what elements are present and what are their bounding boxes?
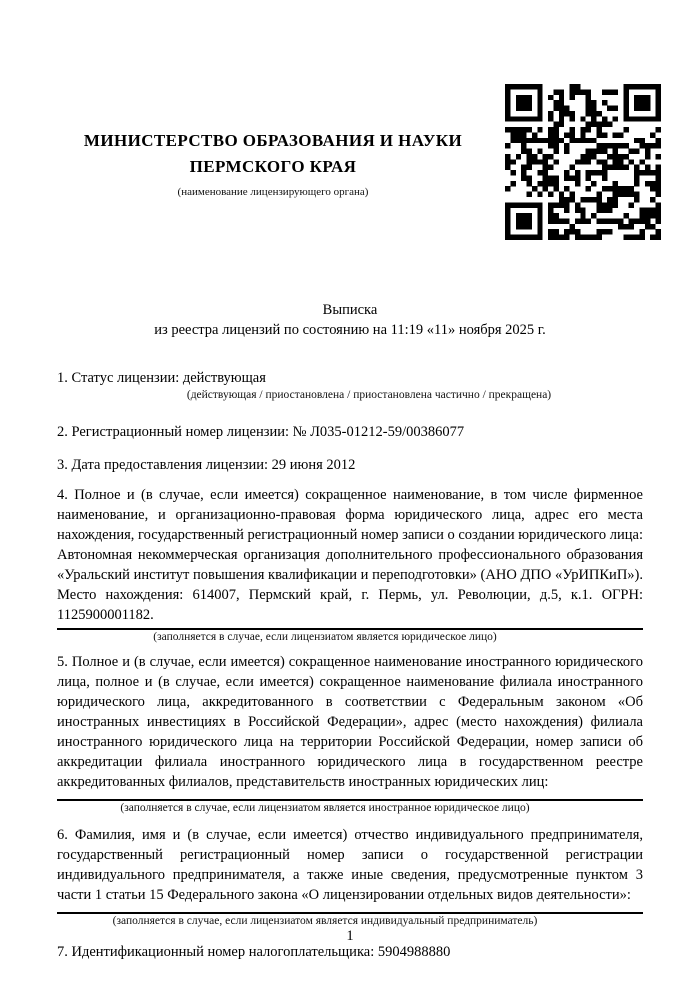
document-title-line1: Выписка: [322, 302, 378, 318]
licensing-authority-header: [50, 128, 496, 199]
authority-name-line2: ПЕРМСКОГО КРАЯ: [189, 157, 357, 176]
authority-caption: (наименование лицензирующего органа): [177, 186, 369, 198]
status-options-caption: (действующая / приостановлена / приостановлена частично / прекращена): [186, 389, 552, 401]
individual-entrepreneur-caption: (заполняется в случае, если лицензиатом является индивидуальный предприниматель): [112, 915, 538, 927]
page-number: 1: [346, 928, 354, 944]
qr-code: [505, 84, 661, 240]
foreign-entity-heading: 5. Полное и (в случае, если имеется) сокращенное наименование иностранного юридического лица, полное и (в случае, если имеется) сокращенное наименование филиала иностранного юридического лица, аккредитованного в соответствии с Федеральным законом «Об иностранных инвестициях в Российской Федерации», адрес (место нахождения) филиала иностранного юридического лица на территории Российской Федерации, номер записи об аккредитации филиала иностранного юридического лица в государственном реестре аккредитованных филиалов, представительств иностранных юридических лиц:: [57, 654, 643, 790]
grant-date-line: 3. Дата предоставления лицензии: 29 июня 2012: [57, 457, 356, 473]
foreign-entity-caption: (заполняется в случае, если лицензиатом является иностранное юридическое лицо): [120, 802, 530, 814]
taxpayer-id-line: 7. Идентификационный номер налогоплательщика: 5904988880: [57, 944, 451, 960]
foreign-entity-section: [57, 652, 643, 815]
authority-name-line1: МИНИСТЕРСТВО ОБРАЗОВАНИЯ И НАУКИ: [83, 131, 463, 150]
registration-number-line: 2. Регистрационный номер лицензии: № Л035-01212-59/00386077: [57, 424, 465, 440]
document-body: [57, 300, 643, 962]
legal-entity-heading: 4. Полное и (в случае, если имеется) сокращенное наименование, в том числе фирменное наименование, и организационно-правовая форма юридического лица, адрес его места нахождения, государственный регистрационный номер записи о создании юридического лица:: [57, 487, 643, 543]
license-status-line: 1. Статус лицензии: действующая: [57, 370, 266, 386]
document-title: [57, 300, 643, 340]
individual-entrepreneur-heading: 6. Фамилия, имя и (в случае, если имеется) отчество индивидуального предпринимателя, государственный регистрационный номер записи о государственной регистрации индивидуального предпринимателя, а также иные сведения, предусмотренные пунктом 3 части 1 статьи 15 Федерального закона «О лицензировании отдельных видов деятельности»:: [57, 827, 643, 903]
individual-entrepreneur-section: [57, 825, 643, 928]
document-title-line2: из реестра лицензий по состоянию на 11:19 «11» ноября 2025 г.: [154, 322, 546, 338]
legal-entity-value: Автономная некоммерческая организация дополнительного профессионального образования «Уральский институт повышения квалификации и переподготовки» (АНО ДПО «УрИПКиП»). Место нахождения: 614007, Пермский край, г. Пермь, ул. Революции, д.5, к.1. ОГРН: 1125900001182.: [57, 547, 643, 623]
legal-entity-caption: (заполняется в случае, если лицензиатом является юридическое лицо): [153, 631, 497, 643]
legal-entity-section: [57, 485, 643, 644]
